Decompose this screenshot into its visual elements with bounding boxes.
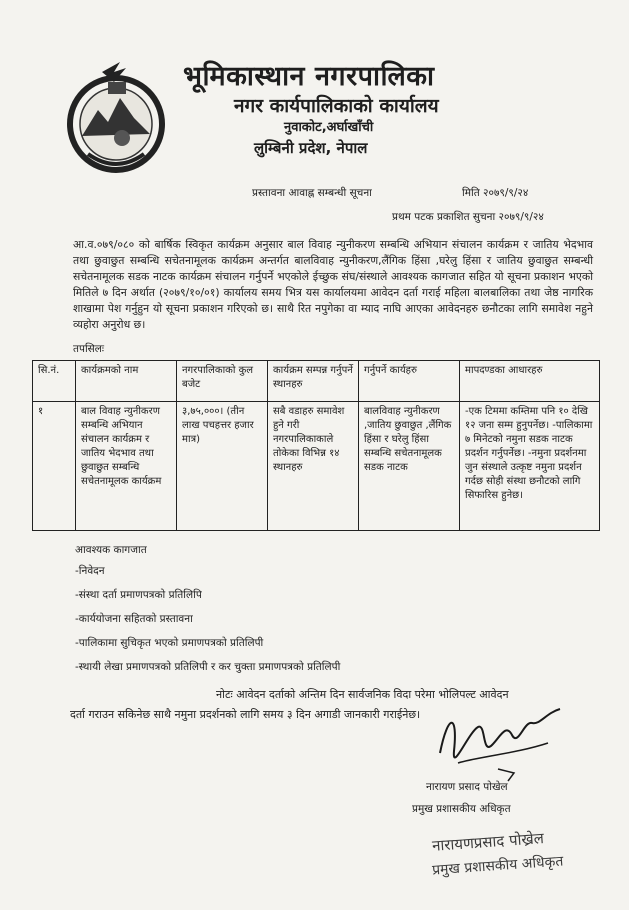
handwritten-signature <box>428 693 568 793</box>
document-item: -संस्था दर्ता प्रमाणपत्रको प्रतिलिपि <box>75 589 202 601</box>
table-header-row <box>33 361 600 402</box>
col-header-budget: नगरपालिकाको कुल बजेट <box>177 361 268 402</box>
notice-subject: प्रस्तावना आवाह्न सम्बन्धी सूचना <box>252 187 372 199</box>
notice-date: मिति २०७९/९/२४ <box>462 187 529 199</box>
office-name: नगर कार्यपालिकाको कार्यालय <box>234 95 439 117</box>
footer-note-line1: नोटः आवेदन दर्ताको अन्तिम दिन सार्वजनिक विदा परेमा भोलिपल्ट आवेदन <box>216 688 509 701</box>
program-table <box>32 360 600 531</box>
cell-locations: सबै वडाहरु समावेश हुने गरी नगरपालिकाकाले तोकेका विभिन्न १४ स्थानहरु <box>268 402 359 531</box>
province-name: लुम्बिनी प्रदेश, नेपाल <box>254 139 368 157</box>
cell-tasks: बालविवाह न्युनीकरण ,जातिय छुवाछुत ,लैंगिक हिंसा र घरेलु हिंसा सम्बन्धि सचेतनामूलक सडक नाटक <box>359 402 460 531</box>
municipality-emblem <box>62 58 170 180</box>
cell-sn: १ <box>33 402 76 531</box>
stamp-designation: प्रमुख प्रशासकीय अधिकृत <box>431 853 564 879</box>
signatory-designation: प्रमुख प्रशासकीय अधिकृत <box>412 803 511 815</box>
notice-body: आ.व.०७९/०८० को बार्षिक स्विकृत कार्यक्रम अनुसार बाल विवाह न्युनीकरण सम्बन्धि अभियान संचालन कार्यक्रम र जातिय भेदभाव तथा छुवाछुत सम्बन्धि सचेतनामूलक कार्यक्रम अन्तर्गत बालविवाह न्युनीकरण,लैंगिक हिंसा ,घरेलु हिंसा र जातिय छुवाछुत सम्बन्धी सचेतनामूलक सडक नाटक कार्यक्रम संचालन गर्नुपर्ने भएकोले ईच्छुक संघ/संस्थाले आवश्यक कागजात सहित यो सूचना प्रकाशन भएको मितिले ७ दिन अर्थात (२०७९/१०/०१) कार्यालय समय भित्र यस कार्यालयमा आवेदन दर्ता गराई महिला बालबालिका तथा जेष्ठ नागरिक शाखामा पेश गर्नुहुन यो सूचना प्रकाशन गरिएको छ। साथै रित नपुगेका वा म्याद नाघि आएका आवेदनहरु छनौटका लागि समावेश नहुने व्यहोरा अनुरोध छ। <box>73 238 593 331</box>
col-header-locations: कार्यक्रम सम्पन्न गर्नुपर्ने स्थानहरु <box>268 361 359 402</box>
document-item: -निवेदन <box>75 565 105 577</box>
cell-criteria: -एक टिममा कम्तिमा पनि १० देखि १२ जना सम्म हुनुपर्नेछ। -पालिकामा ७ मिनेटको नमुना सडक नाटक प्रदर्शन गर्नुपर्नेछ। -नमुना प्रदर्शनमा जुन संस्थाले उत्कृष्ट नमुना प्रदर्शन गर्दछ सोही संस्था छनौटको लागि सिफारिस हुनेछ। <box>460 402 600 531</box>
col-header-sn: सि.नं. <box>33 361 76 402</box>
documents-title: आवश्यक कागजात <box>75 544 147 556</box>
document-item: -कार्ययोजना सहितको प्रस्तावना <box>75 613 193 625</box>
publication-line: प्रथम पटक प्रकाशित सुचना २०७९/९/२४ <box>392 211 544 223</box>
col-header-criteria: मापदण्डका आधारहरु <box>460 361 600 402</box>
table-row <box>33 402 600 531</box>
stamp-name: नारायणप्रसाद पोख्रेल <box>431 829 545 855</box>
municipality-title: भूमिकास्थान नगरपालिका <box>183 61 435 92</box>
cell-program: बाल विवाह न्युनीकरण सम्बन्धि अभियान संचालन कार्यक्रम र जातिय भेदभाव तथा छुवाछुत सम्बन्धि सचेतनामूलक कार्यक्रम <box>76 402 177 531</box>
footer-note-line2: दर्ता गराउन सकिनेछ साथै नमुना प्रदर्शनको लागि समय ३ दिन अगाडी जानकारी गराईनेछ। <box>70 708 421 721</box>
details-label: तपसिलः <box>73 343 105 355</box>
signatory-name: नारायण प्रसाद पोखेल <box>426 781 508 793</box>
document-item: -पालिकामा सुचिकृत भएको प्रमाणपत्रको प्रतिलिपी <box>75 637 264 649</box>
cell-budget: ३,७५,०००। (तीन लाख पचहत्तर हजार मात्र) <box>177 402 268 531</box>
office-address: नुवाकोट,अर्घाखाँची <box>284 120 374 135</box>
document-item: -स्थायी लेखा प्रमाणपत्रको प्रतिलिपी र कर चुक्ता प्रमाणपत्रको प्रतिलिपी <box>75 661 341 673</box>
col-header-program: कार्यक्रमको नाम <box>76 361 177 402</box>
col-header-tasks: गर्नुपर्ने कार्यहरु <box>359 361 460 402</box>
